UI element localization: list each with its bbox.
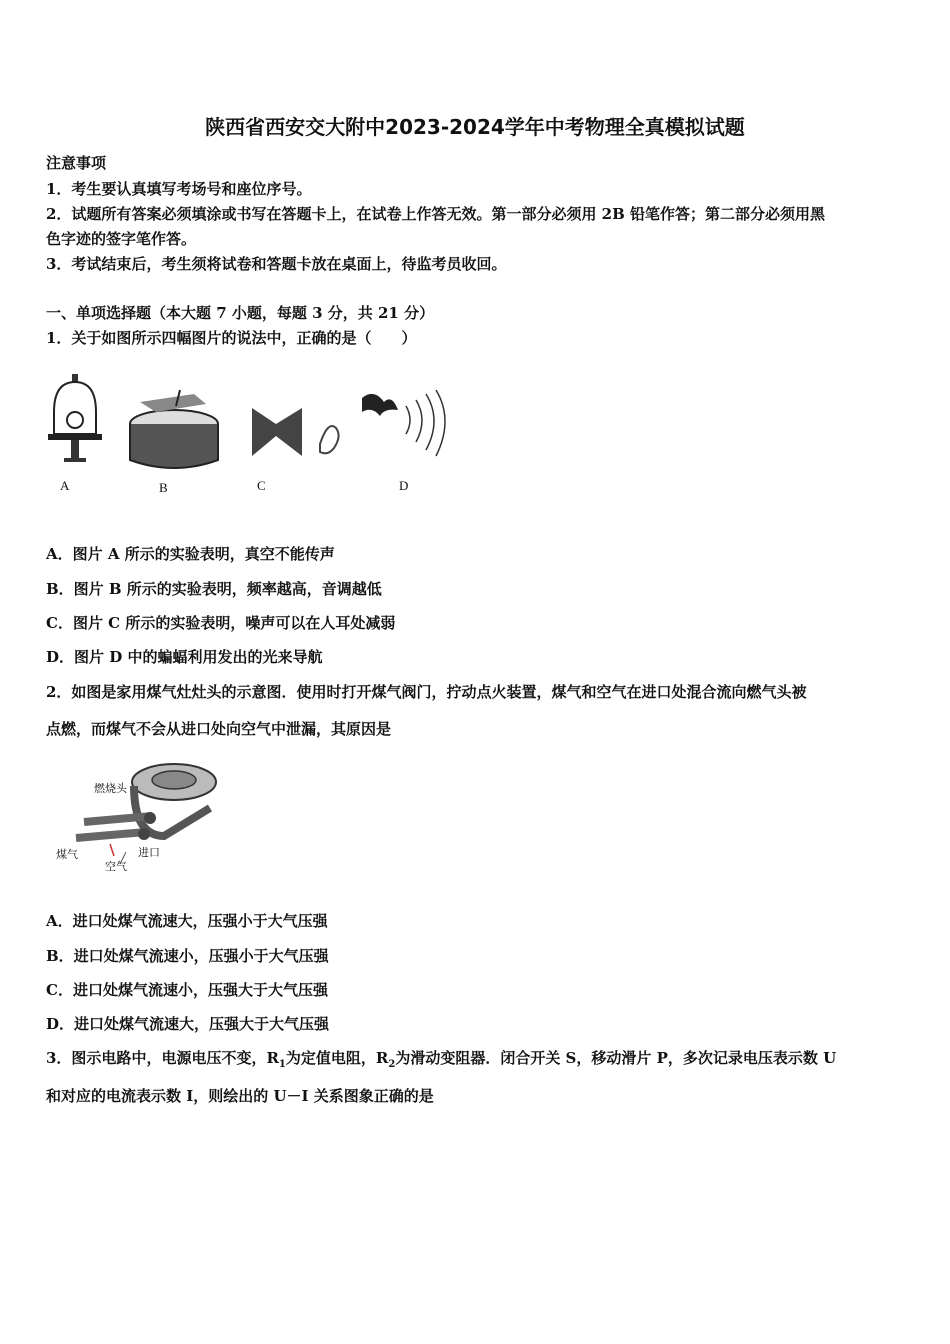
q1-stem: 1．关于如图所示四幅图片的说法中，正确的是（ ） bbox=[46, 329, 417, 347]
notice-heading: 注意事项 bbox=[46, 154, 107, 172]
page-title: 陕西省西安交大附中2023-2024学年中考物理全真模拟试题 bbox=[205, 115, 745, 139]
q1-option-d: D．图片 D 中的蝙蝠利用发出的光来导航 bbox=[46, 648, 323, 666]
notice-item-2-cont: 色字迹的签字笔作答。 bbox=[46, 230, 197, 248]
q1-figure-label-d: D bbox=[399, 478, 409, 493]
q3-stem-part2: 为定值电阻，R bbox=[285, 1049, 389, 1067]
section-heading: 一、单项选择题（本大题 7 小题，每题 3 分，共 21 分） bbox=[46, 304, 435, 322]
q3-stem-line2: 和对应的电流表示数 I，则绘出的 U－I 关系图象正确的是 bbox=[46, 1087, 434, 1105]
q1-figure bbox=[44, 372, 454, 500]
q1-figure-label-c: C bbox=[257, 478, 266, 493]
q2-option-b: B．进口处煤气流速小，压强小于大气压强 bbox=[46, 947, 329, 965]
bat-icon bbox=[362, 390, 445, 456]
q3-sub-2: 2 bbox=[388, 1059, 396, 1070]
q2-option-d: D．进口处煤气流速大，压强大于大气压强 bbox=[46, 1015, 330, 1033]
label-burner-head: 燃烧头 bbox=[94, 783, 127, 795]
bell-jar-icon bbox=[48, 374, 102, 462]
notice-item-2: 2．试题所有答案必须填涂或书写在答题卡上，在试卷上作答无效。第一部分必须用 2B 铅笔作答；第二部分必须用黑 bbox=[46, 205, 826, 223]
label-air: 空气 bbox=[105, 861, 127, 873]
q2-option-a: A．进口处煤气流速大，压强小于大气压强 bbox=[46, 912, 328, 930]
ear-hand-icon bbox=[252, 408, 339, 456]
q3-stem-line1 bbox=[46, 1047, 836, 1070]
q1-option-b: B．图片 B 所示的实验表明，频率越高，音调越低 bbox=[46, 580, 382, 598]
label-inlet: 进口 bbox=[138, 847, 160, 859]
q3-sub-1: 1 bbox=[278, 1059, 286, 1070]
q3-stem-part3: 为滑动变阻器．闭合开关 S，移动滑片 P，多次记录电压表示数 U bbox=[395, 1049, 837, 1067]
q1-figure-label-a: A bbox=[60, 478, 70, 493]
q1-figure-label-b: B bbox=[159, 480, 168, 495]
q2-stem-line1: 2．如图是家用煤气灶灶头的示意图．使用时打开煤气阀门，拧动点火装置，煤气和空气在进口处混合流向燃气头被 bbox=[46, 683, 807, 701]
notice-item-1: 1．考生要认真填写考场号和座位序号。 bbox=[46, 180, 312, 198]
label-gas: 煤气 bbox=[56, 849, 78, 861]
q2-stem-line2: 点燃，而煤气不会从进口处向空气中泄漏，其原因是 bbox=[46, 720, 392, 738]
drum-icon bbox=[130, 390, 218, 468]
q1-option-c: C．图片 C 所示的实验表明，噪声可以在人耳处减弱 bbox=[46, 614, 396, 632]
notice-item-3: 3．考试结束后，考生须将试卷和答题卡放在桌面上，待监考员收回。 bbox=[46, 255, 507, 273]
q1-option-a: A．图片 A 所示的实验表明，真空不能传声 bbox=[46, 545, 335, 563]
q2-option-c: C．进口处煤气流速小，压强大于大气压强 bbox=[46, 981, 328, 999]
q3-stem-part1: 3．图示电路中，电源电压不变，R bbox=[46, 1049, 279, 1067]
